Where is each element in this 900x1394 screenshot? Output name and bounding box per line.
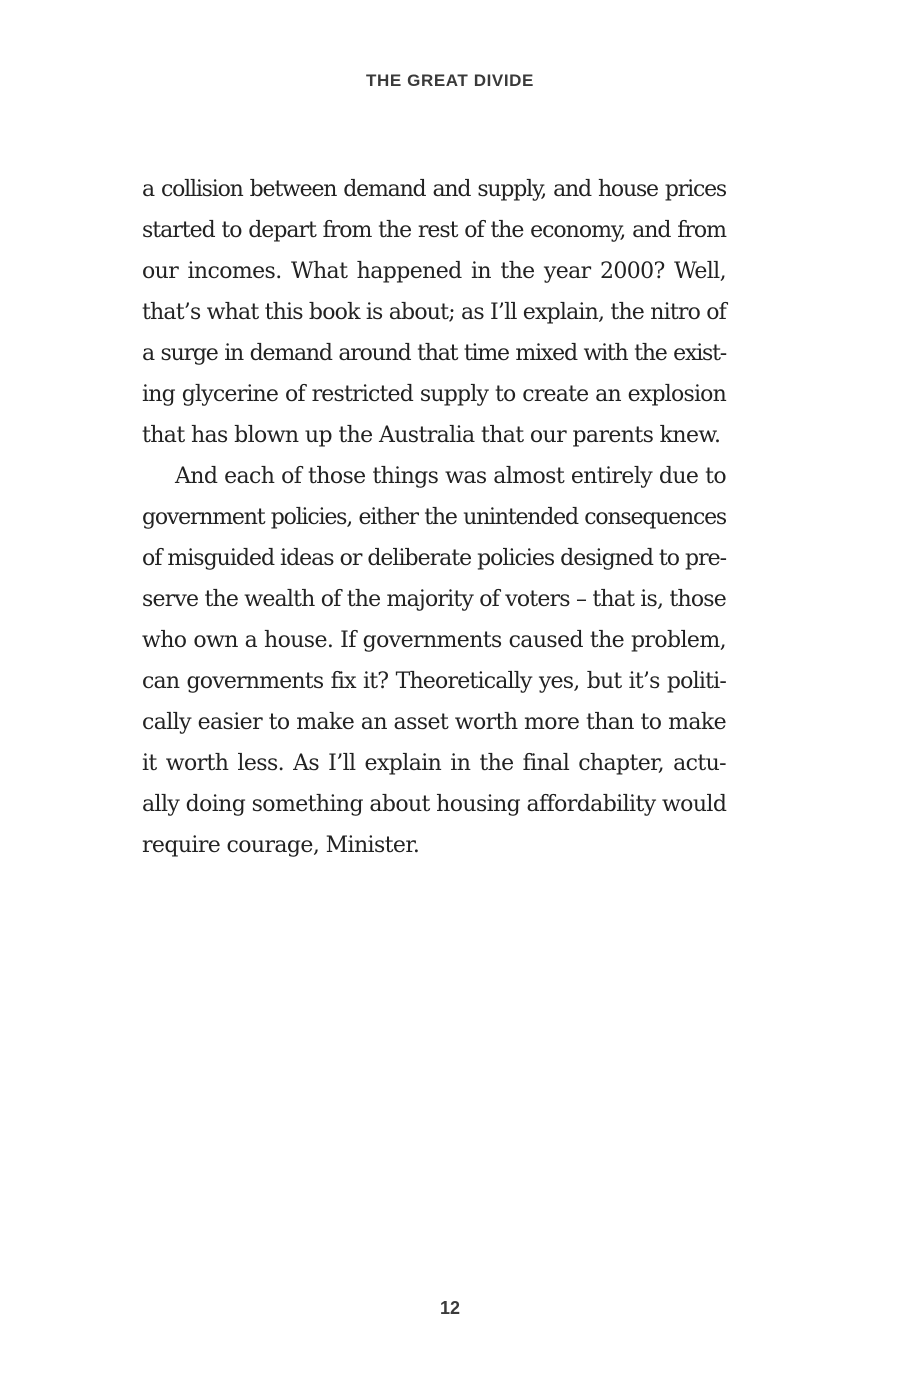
text-line: started to depart from the rest of the economy, and from: [142, 218, 726, 243]
text-line: that’s what this book is about; as I’ll explain, the nitro of: [142, 300, 727, 325]
text-line: ing glycerine of restricted supply to create an explosion: [142, 382, 726, 407]
running-head-title: THE GREAT DIVIDE: [366, 71, 534, 90]
text-line: of misguided ideas or deliberate policies designed to pre-: [142, 546, 727, 571]
page-number: 12: [439, 1298, 461, 1318]
text-line: it worth less. As I’ll explain in the final chapter, actu-: [142, 751, 726, 776]
text-line: And each of those things was almost entirely due to: [175, 464, 726, 489]
body-text: [142, 169, 726, 866]
paragraph: [142, 169, 726, 456]
text-line: serve the wealth of the majority of voters – that is, those: [142, 587, 726, 612]
text-line: that has blown up the Australia that our parents knew.: [142, 423, 721, 448]
text-line: who own a house. If governments caused the problem,: [142, 628, 726, 653]
text-line: cally easier to make an asset worth more than to make: [142, 710, 726, 735]
text-line: ally doing something about housing affordability would: [142, 792, 727, 817]
text-line: a collision between demand and supply, and house prices: [142, 177, 726, 202]
text-line: our incomes. What happened in the year 2000? Well,: [142, 259, 726, 284]
text-line: government policies, either the unintended consequences: [142, 505, 726, 530]
text-line: a surge in demand around that time mixed with the exist-: [142, 341, 726, 366]
text-line: can governments fix it? Theoretically yes, but it’s politi-: [142, 669, 726, 694]
text-line: require courage, Minister.: [142, 833, 420, 858]
paragraph: [142, 456, 726, 866]
